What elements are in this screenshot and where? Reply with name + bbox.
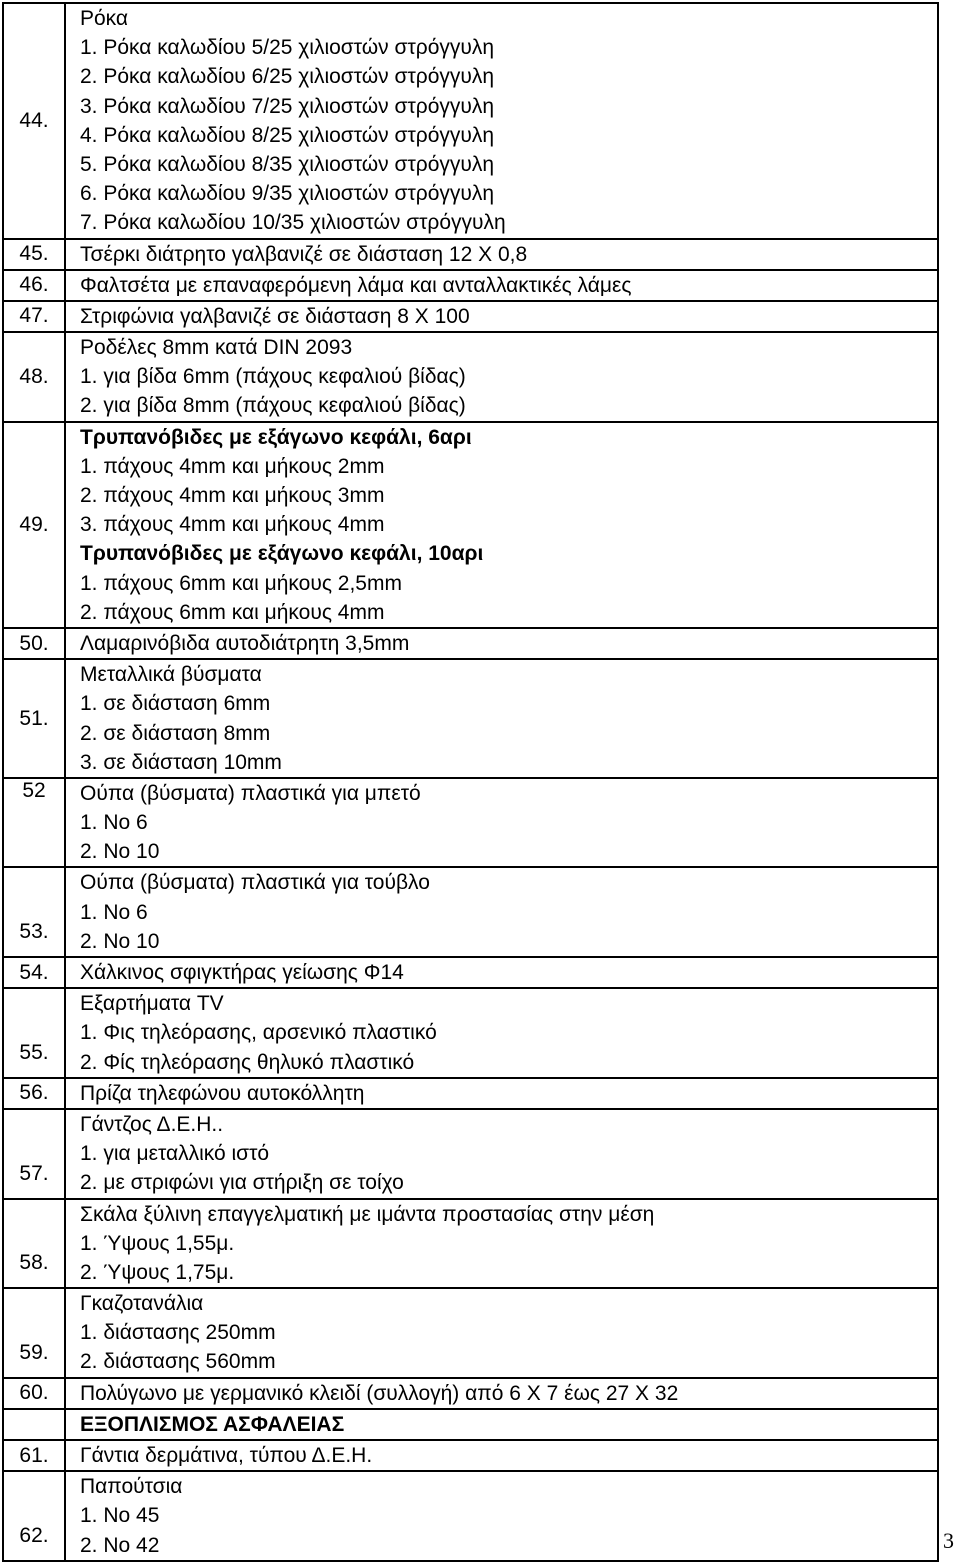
- item-title: Τρυπανόβιδες με εξάγωνο κεφάλι, 6αρι: [80, 425, 472, 449]
- item-line: 4. Ρόκα καλωδίου 8/25 χιλιοστών στρόγγυλη: [80, 123, 495, 147]
- table-row: [3, 239, 938, 270]
- item-number: 58.: [3, 1199, 65, 1289]
- item-number: 50.: [3, 628, 65, 659]
- item-description: [65, 628, 938, 659]
- table-row: [3, 1288, 938, 1378]
- item-description: [65, 778, 938, 868]
- table-row: [3, 867, 938, 957]
- item-number: 52: [3, 778, 65, 868]
- item-description: [65, 1078, 938, 1109]
- item-title: Παπούτσια: [80, 1475, 183, 1499]
- item-title: Γκαζοτανάλια: [80, 1292, 204, 1316]
- item-number: 56.: [3, 1078, 65, 1109]
- item-description: [65, 270, 938, 301]
- item-title: Ούπα (βύσματα) πλαστικά για τούβλο: [80, 871, 430, 895]
- item-line: 2. Ύψους 1,75μ.: [80, 1260, 235, 1284]
- section-heading: ΕΞΟΠΛΙΣΜΟΣ ΑΣΦΑΛΕΙΑΣ: [80, 1412, 345, 1436]
- item-description: [65, 867, 938, 957]
- table-row: [3, 1378, 938, 1409]
- items-table: [2, 2, 939, 1562]
- item-description: [65, 1409, 938, 1440]
- item-line: 1. για μεταλλικό ιστό: [80, 1142, 270, 1166]
- table-row: [3, 332, 938, 422]
- item-line: 2. για βίδα 8mm (πάχους κεφαλιού βίδας): [80, 394, 466, 418]
- item-line: 2. σε διάσταση 8mm: [80, 721, 271, 745]
- item-number: [3, 1409, 65, 1440]
- item-description: [65, 1199, 938, 1289]
- item-number: 46.: [3, 270, 65, 301]
- item-line: 2. Νο 10: [80, 840, 160, 864]
- table-row: [3, 1199, 938, 1289]
- item-title: Πρίζα τηλεφώνου αυτοκόλλητη: [80, 1081, 365, 1105]
- item-description: [65, 301, 938, 332]
- item-line: 1. πάχους 4mm και μήκους 2mm: [80, 454, 385, 478]
- page-number: 3: [943, 1528, 954, 1553]
- item-number: 62.: [3, 1471, 65, 1561]
- item-line: 1. σε διάσταση 6mm: [80, 692, 271, 716]
- item-title: Φαλτσέτα με επαναφερόμενη λάμα και ανταλλακτικές λάμες: [80, 273, 632, 297]
- item-title: Πολύγωνο με γερμανικό κλειδί (συλλογή) από 6 Χ 7 έως 27 Χ 32: [80, 1381, 679, 1405]
- item-number: 59.: [3, 1288, 65, 1378]
- item-title: Λαμαρινόβιδα αυτοδιάτρητη 3,5mm: [80, 631, 410, 655]
- item-subtitle: Τρυπανόβιδες με εξάγωνο κεφάλι, 10αρι: [80, 542, 484, 566]
- item-description: [65, 1471, 938, 1561]
- item-line: 5. Ρόκα καλωδίου 8/35 χιλιοστών στρόγγυλη: [80, 152, 495, 176]
- item-number: 44.: [3, 3, 65, 239]
- item-line: 2. με στριφώνι για στήριξη σε τοίχο: [80, 1171, 404, 1195]
- item-line: 1. διάστασης 250mm: [80, 1321, 276, 1345]
- table-row: [3, 3, 938, 239]
- item-description: [65, 988, 938, 1078]
- table-row: [3, 957, 938, 988]
- item-number: 54.: [3, 957, 65, 988]
- item-title: Στριφώνια γαλβανιζέ σε διάσταση 8 Χ 100: [80, 304, 470, 328]
- item-title: Σκάλα ξύλινη επαγγελματική με ιμάντα προστασίας στην μέση: [80, 1202, 655, 1226]
- item-number: 57.: [3, 1109, 65, 1199]
- item-line: 2. Φίς τηλεόρασης θηλυκό πλαστικό: [80, 1050, 415, 1074]
- item-line: 7. Ρόκα καλωδίου 10/35 χιλιοστών στρόγγυλη: [80, 211, 506, 235]
- item-description: [65, 239, 938, 270]
- item-number: 48.: [3, 332, 65, 422]
- item-line: 2. πάχους 4mm και μήκους 3mm: [80, 484, 385, 507]
- item-number: 45.: [3, 239, 65, 270]
- item-title: Ρόκα: [80, 7, 129, 30]
- table-row: [3, 1409, 938, 1440]
- item-line: 3. πάχους 4mm και μήκους 4mm: [80, 513, 385, 537]
- item-title: Εξαρτήματα TV: [80, 992, 224, 1016]
- item-line: 1. για βίδα 6mm (πάχους κεφαλιού βίδας): [80, 365, 466, 389]
- item-description: [65, 1378, 938, 1409]
- table-row: [3, 778, 938, 868]
- item-description: [65, 659, 938, 778]
- item-description: [65, 1440, 938, 1471]
- item-number: 61.: [3, 1440, 65, 1471]
- item-line: 1. Ύψους 1,55μ.: [80, 1231, 235, 1255]
- item-line: 1. Φις τηλεόρασης, αρσενικό πλαστικό: [80, 1021, 437, 1045]
- item-description: [65, 332, 938, 422]
- item-line: 6. Ρόκα καλωδίου 9/35 χιλιοστών στρόγγυλη: [80, 182, 495, 206]
- table-row: [3, 1078, 938, 1109]
- table-row: [3, 422, 938, 628]
- item-number: 47.: [3, 301, 65, 332]
- table-row: [3, 270, 938, 301]
- item-description: [65, 422, 938, 628]
- item-line: 1. Νο 6: [80, 811, 148, 835]
- item-description: [65, 3, 938, 239]
- item-line: 1. Ρόκα καλωδίου 5/25 χιλιοστών στρόγγυλη: [80, 36, 495, 60]
- item-number: 60.: [3, 1378, 65, 1409]
- item-line: 2. Ρόκα καλωδίου 6/25 χιλιοστών στρόγγυλη: [80, 65, 495, 89]
- item-line: 2. πάχους 6mm και μήκους 4mm: [80, 600, 385, 624]
- item-title: Ούπα (βύσματα) πλαστικά για μπετό: [80, 781, 421, 805]
- item-line: 2. διάστασης 560mm: [80, 1350, 276, 1374]
- table-row: [3, 1440, 938, 1471]
- table-row: [3, 988, 938, 1078]
- item-line: 3. σε διάσταση 10mm: [80, 750, 282, 774]
- table-row: [3, 659, 938, 778]
- item-line: 1. Νο 6: [80, 900, 148, 924]
- table-row: [3, 1109, 938, 1199]
- table-row: [3, 1471, 938, 1561]
- item-line: 2. Νο 42: [80, 1533, 160, 1557]
- item-line: 1. Νο 45: [80, 1504, 160, 1528]
- item-line: 3. Ρόκα καλωδίου 7/25 χιλιοστών στρόγγυλη: [80, 94, 495, 118]
- item-title: Γάντια δερμάτινα, τύπου Δ.Ε.Η.: [80, 1444, 373, 1467]
- item-number: 49.: [3, 422, 65, 628]
- item-title: Χάλκινος σφιγκτήρας γείωσης Φ14: [80, 961, 404, 984]
- item-description: [65, 957, 938, 988]
- item-title: Γάντζος Δ.Ε.Η..: [80, 1112, 224, 1136]
- item-number: 53.: [3, 867, 65, 957]
- item-line: 2. Νο 10: [80, 929, 160, 953]
- item-number: 55.: [3, 988, 65, 1078]
- table-row: [3, 628, 938, 659]
- item-number: 51.: [3, 659, 65, 778]
- item-line: 1. πάχους 6mm και μήκους 2,5mm: [80, 571, 402, 595]
- item-description: [65, 1288, 938, 1378]
- item-description: [65, 1109, 938, 1199]
- table-row: [3, 301, 938, 332]
- item-title: Ροδέλες 8mm κατά DIN 2093: [80, 336, 353, 360]
- item-title: Τσέρκι διάτρητο γαλβανιζέ σε διάσταση 12 Χ 0,8: [80, 242, 528, 266]
- item-title: Μεταλλικά βύσματα: [80, 663, 262, 687]
